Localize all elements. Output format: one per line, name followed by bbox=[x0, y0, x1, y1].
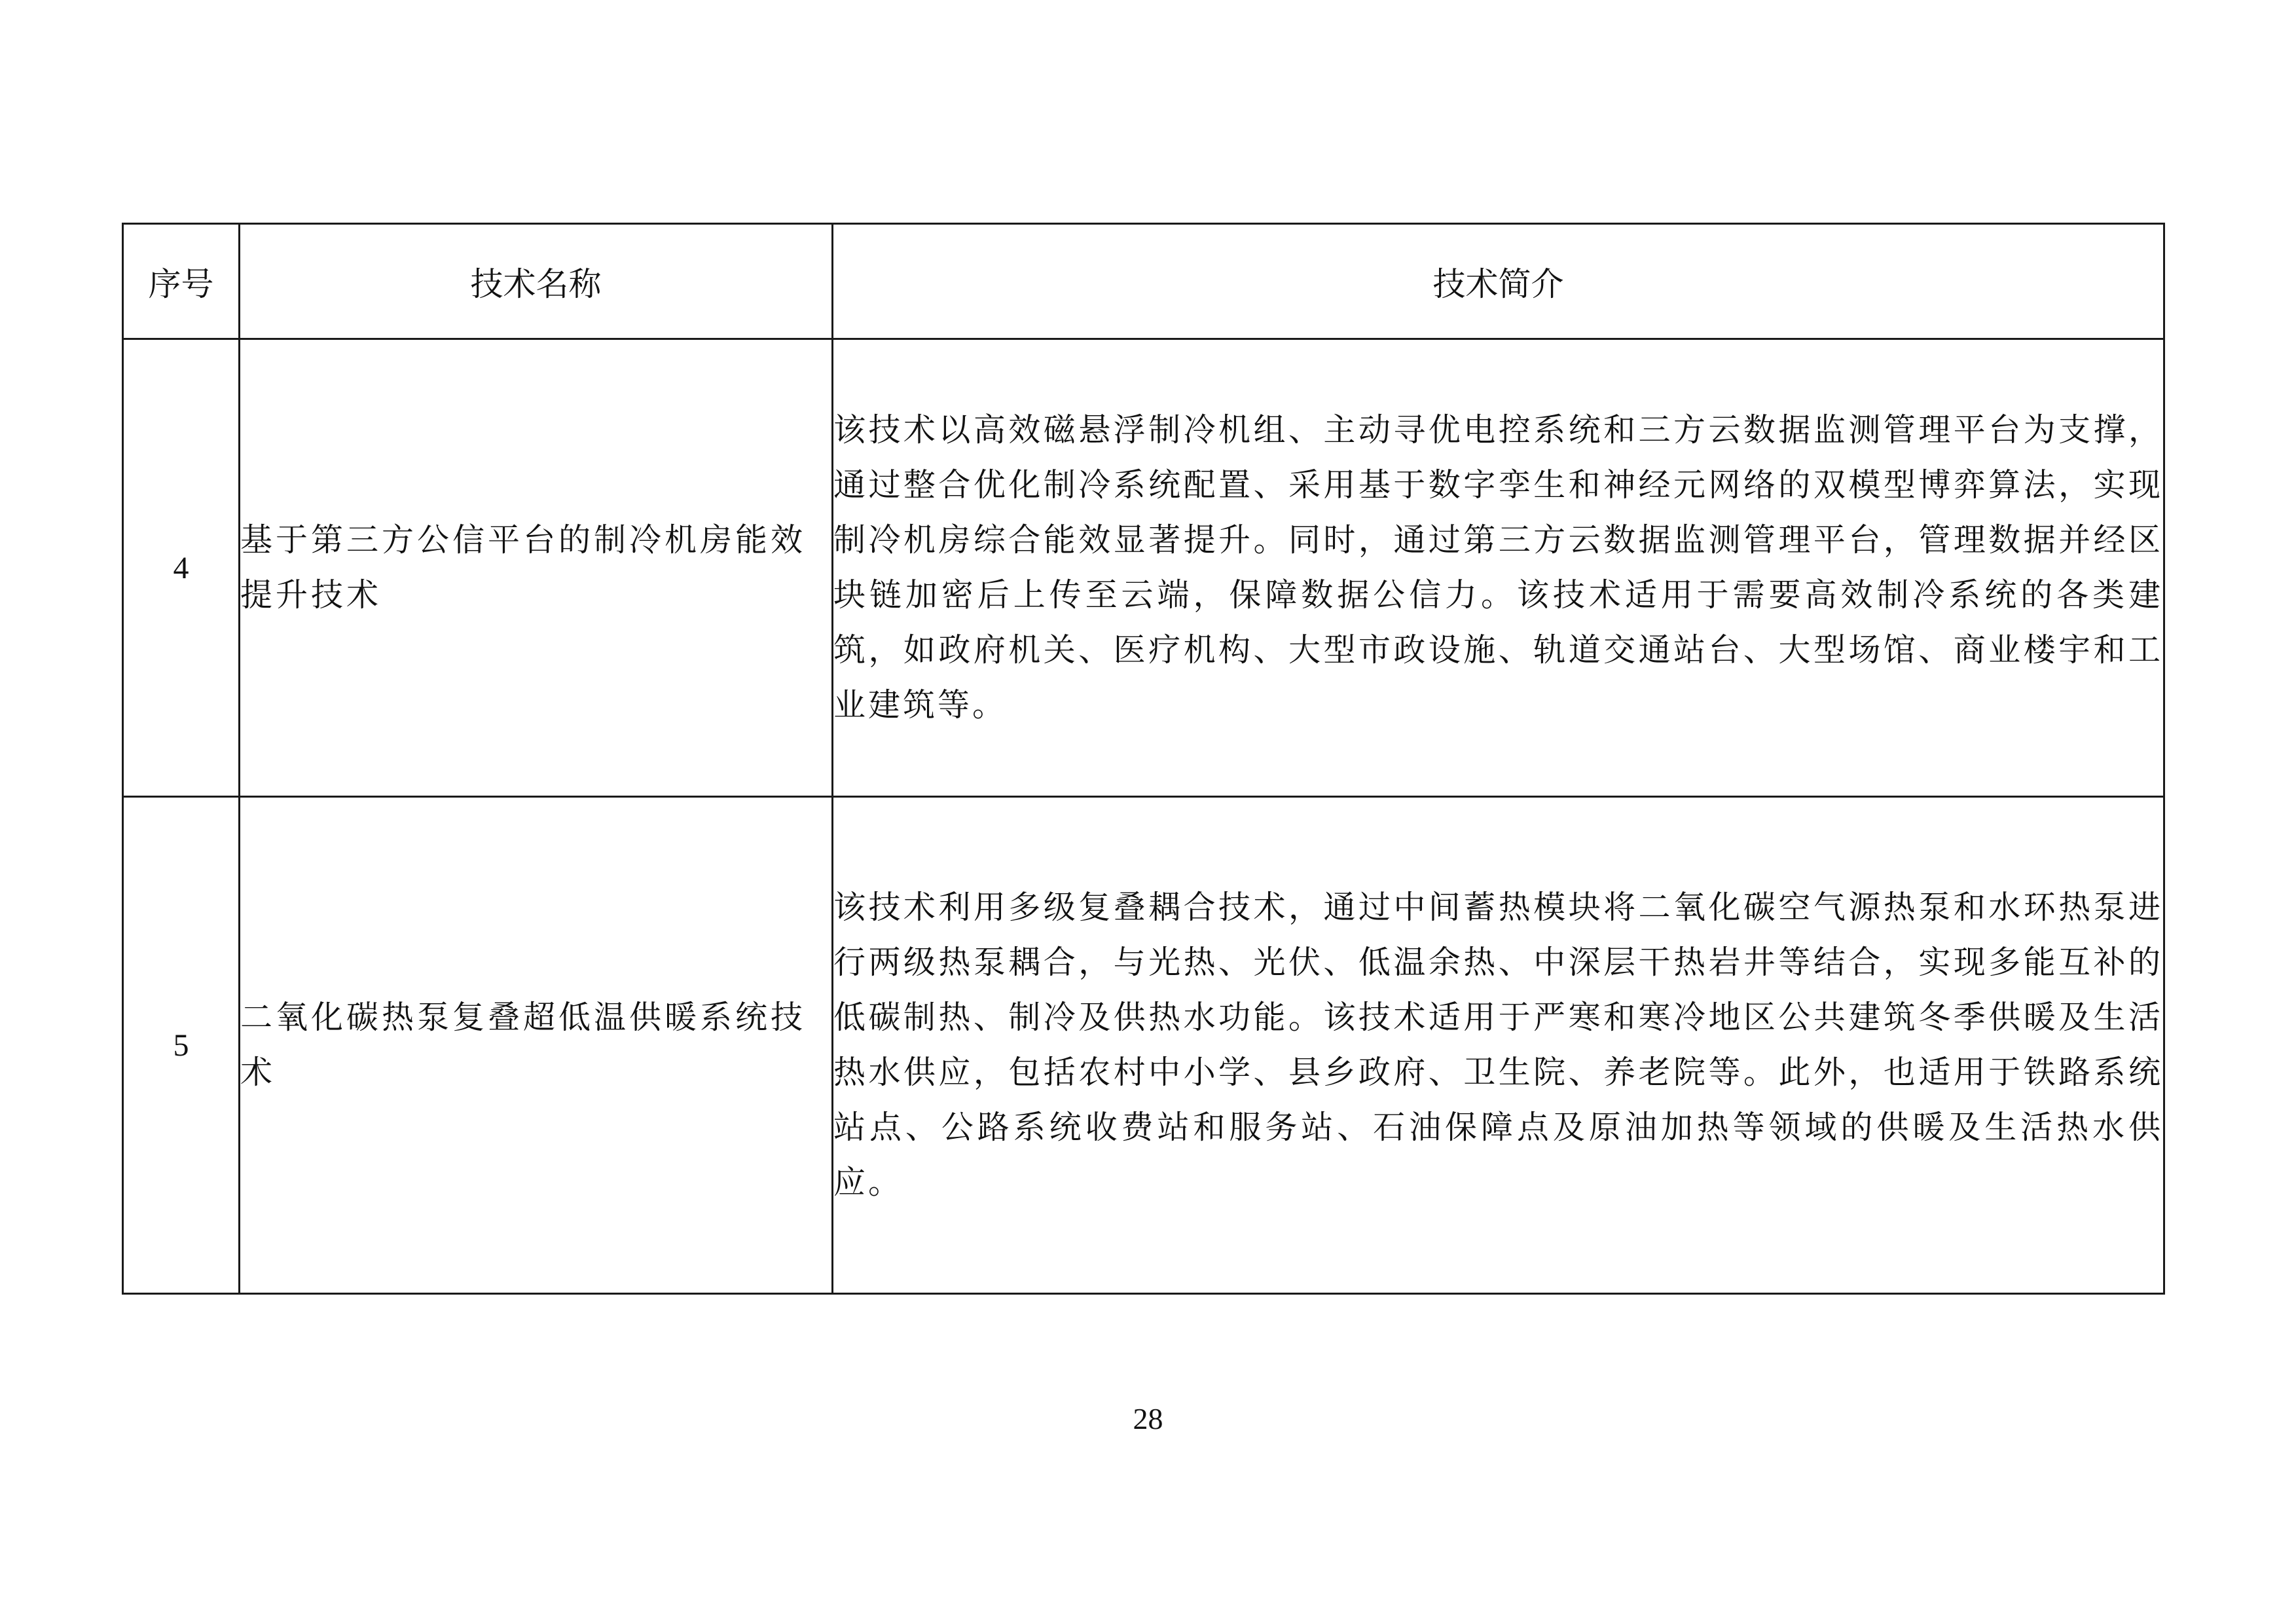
table-header-row bbox=[123, 224, 2164, 339]
table-row bbox=[123, 339, 2164, 797]
page-number: 28 bbox=[1133, 1402, 1163, 1435]
technology-table bbox=[122, 223, 2165, 1295]
technology-name: 基于第三方公信平台的制冷机房能效提升技术 bbox=[240, 339, 833, 797]
technology-description: 该技术利用多级复叠耦合技术，通过中间蓄热模块将二氧化碳空气源热泵和水环热泵进行两级热泵耦合，与光热、光伏、低温余热、中深层干热岩井等结合，实现多能互补的低碳制热、制冷及供热水功能。该技术适用于严寒和寒冷地区公共建筑冬季供暖及生活热水供应，包括农村中小学、县乡政府、卫生院、养老院等。此外，也适用于铁路系统站点、公路系统收费站和服务站、石油保障点及原油加热等领域的供暖及生活热水供应。 bbox=[833, 797, 2164, 1294]
header-index: 序号 bbox=[123, 224, 240, 339]
header-technology-name: 技术名称 bbox=[240, 224, 833, 339]
header-technology-description: 技术简介 bbox=[833, 224, 2164, 339]
table-row bbox=[123, 797, 2164, 1294]
technology-description: 该技术以高效磁悬浮制冷机组、主动寻优电控系统和三方云数据监测管理平台为支撑，通过整合优化制冷系统配置、采用基于数字孪生和神经元网络的双模型博弈算法，实现制冷机房综合能效显著提升。同时，通过第三方云数据监测管理平台，管理数据并经区块链加密后上传至云端，保障数据公信力。该技术适用于需要高效制冷系统的各类建筑，如政府机关、医疗机构、大型市政设施、轨道交通站台、大型场馆、商业楼宇和工业建筑等。 bbox=[833, 339, 2164, 797]
row-index: 5 bbox=[123, 797, 240, 1294]
technology-name: 二氧化碳热泵复叠超低温供暖系统技术 bbox=[240, 797, 833, 1294]
row-index: 4 bbox=[123, 339, 240, 797]
